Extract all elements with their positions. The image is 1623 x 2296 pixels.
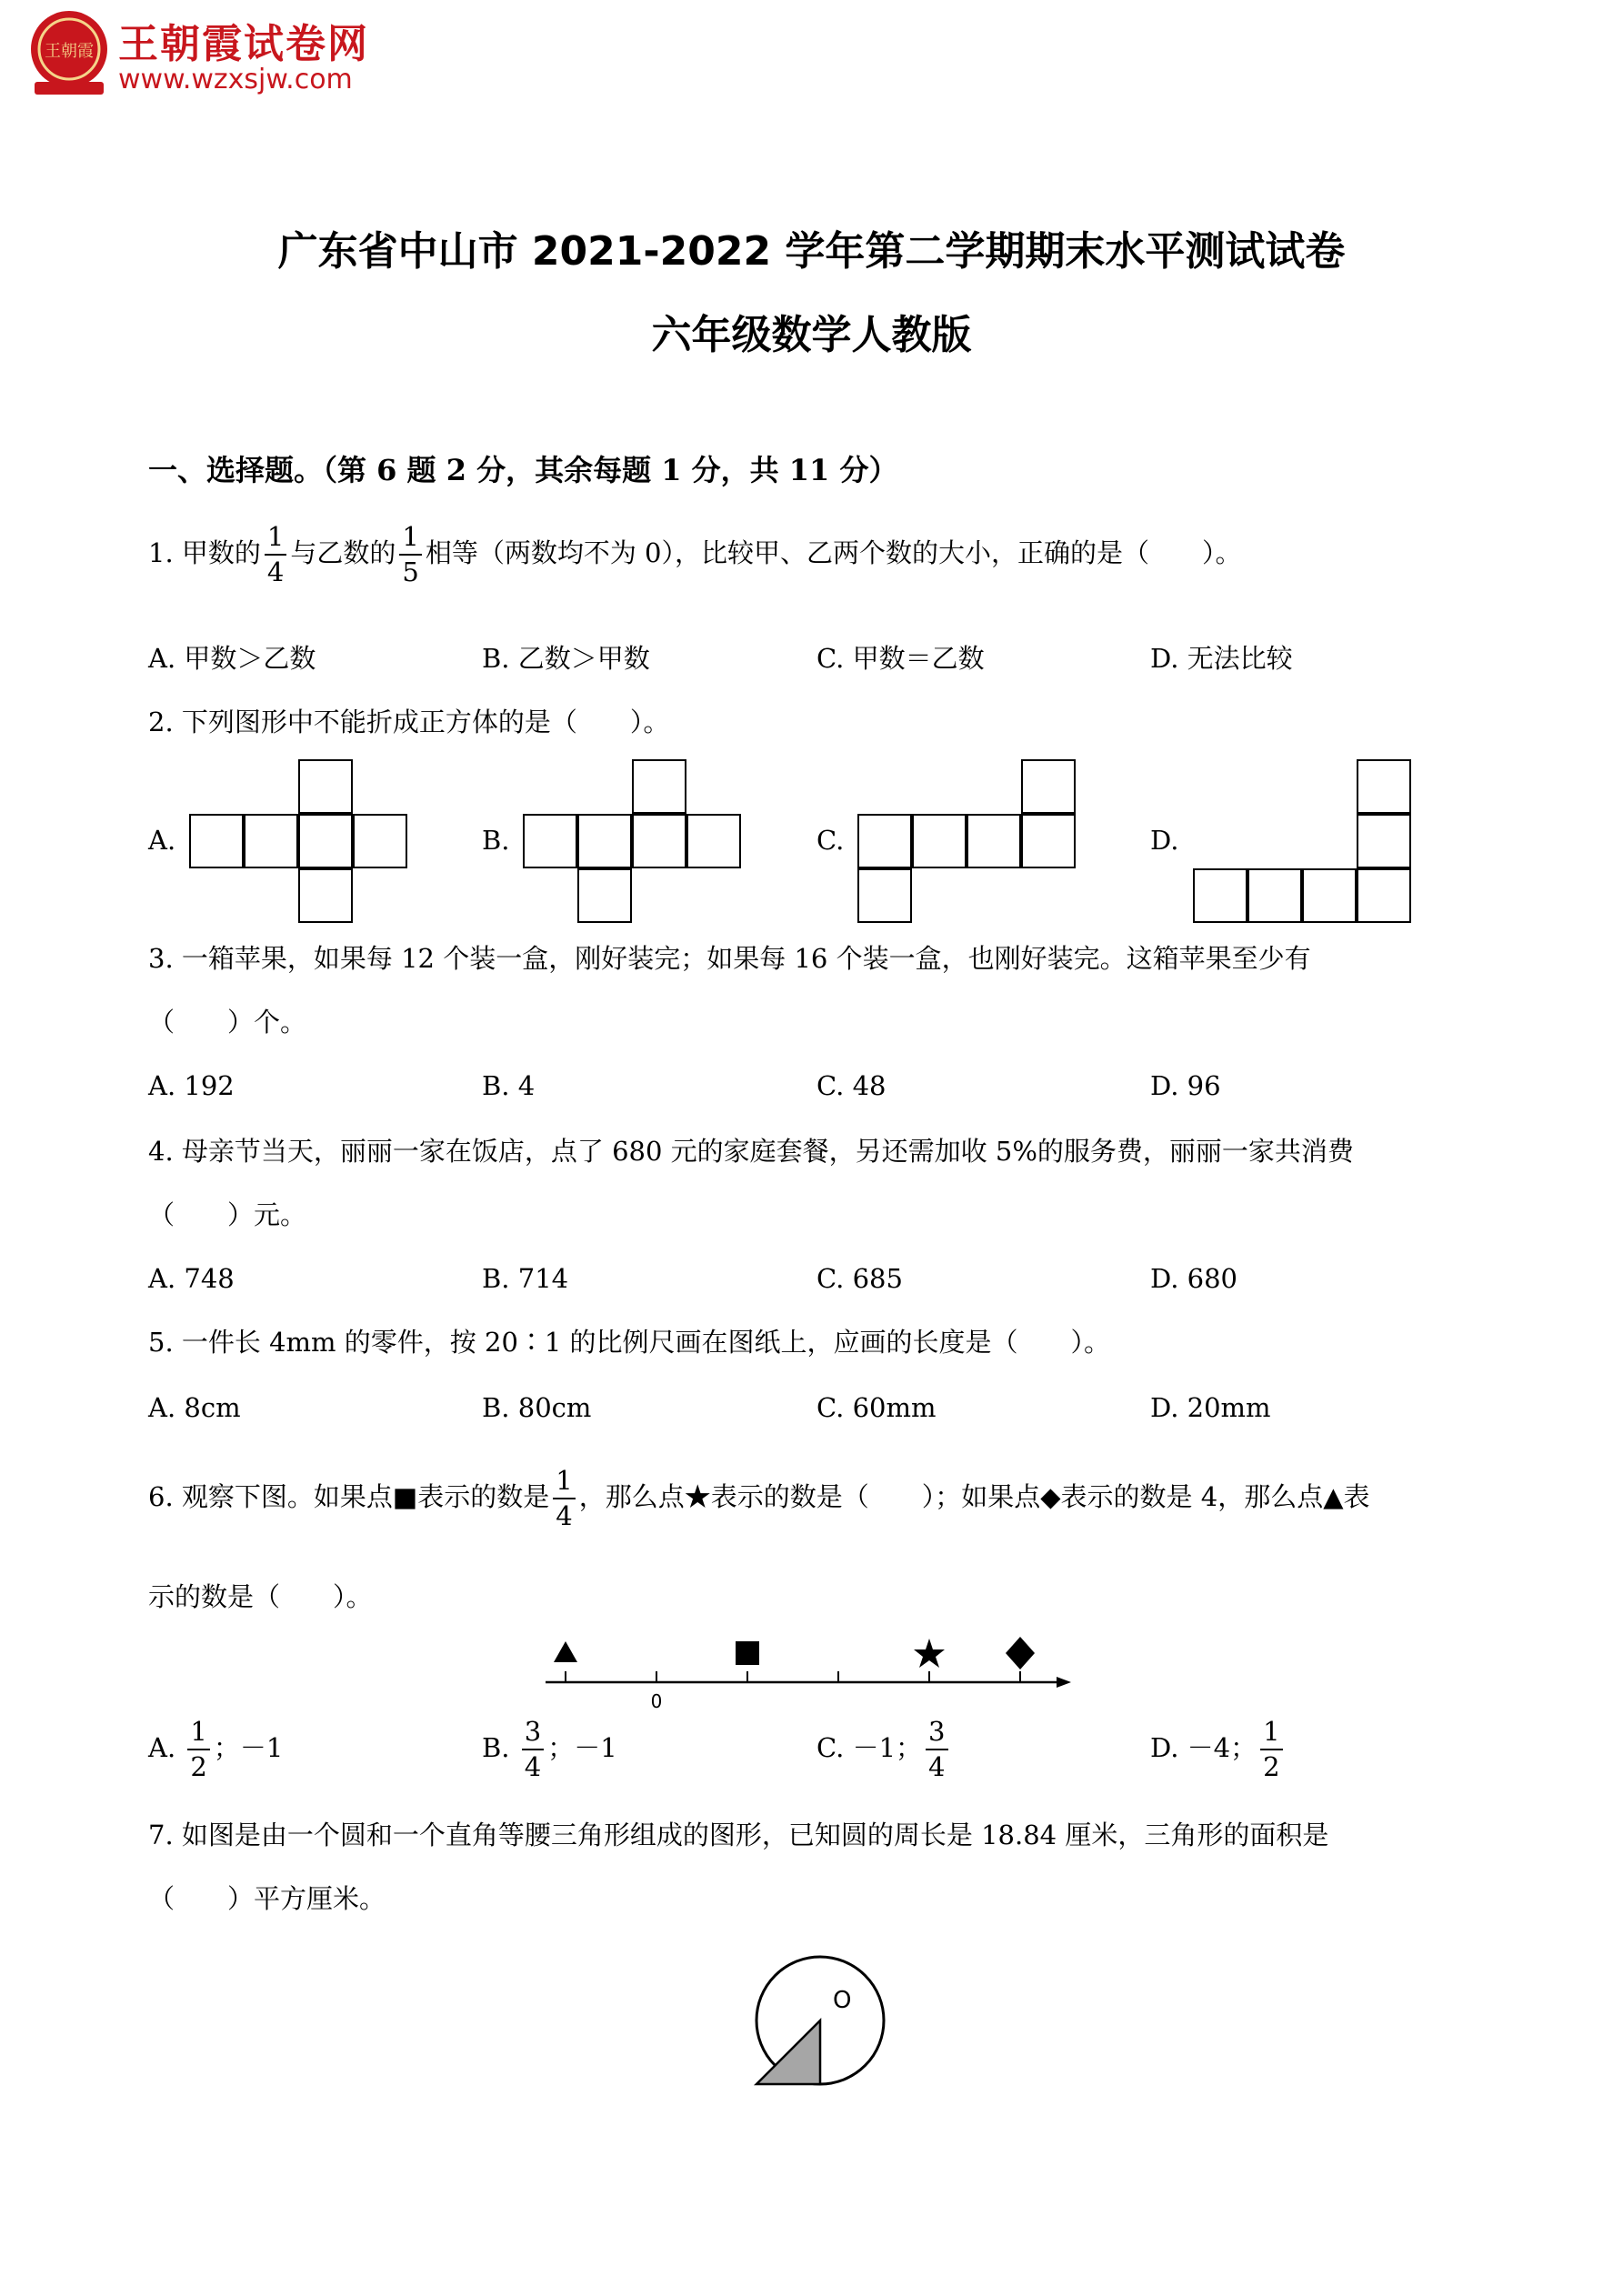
q3-option-b[interactable]: B. 4	[482, 1070, 536, 1101]
question-5: 5. 一件长 4mm 的零件，按 20∶1 的比例尺画在图纸上，应画的长度是（ ）。	[148, 1327, 1111, 1358]
number-line-zero-label: 0	[650, 1690, 663, 1712]
q1-text-pre: 1. 甲数的	[148, 537, 261, 568]
q3-option-a[interactable]: A. 192	[148, 1070, 235, 1101]
q5-option-c[interactable]: C. 60mm	[817, 1392, 937, 1423]
section-heading: 一、选择题。（第 6 题 2 分，其余每题 1 分，共 11 分）	[148, 453, 898, 487]
q6-fraction: $\frac{1}{4}$	[553, 1468, 575, 1529]
q2-option-d[interactable]: D.	[1150, 825, 1179, 856]
question-6-line2: 示的数是（ ）。	[148, 1581, 373, 1612]
brand-url[interactable]: www.wzxsjw.com	[118, 64, 353, 95]
q5-option-b[interactable]: B. 80cm	[482, 1392, 592, 1423]
q1-text-post: 相等（两数均不为 0），比较甲、乙两个数的大小，正确的是（ ）。	[425, 537, 1242, 568]
q6-option-a[interactable]: A. $\frac{1}{2}$ ；－1	[148, 1716, 284, 1782]
page-title: 广东省中山市 2021-2022 学年第二学期期末水平测试试卷	[277, 228, 1346, 275]
q2-option-c[interactable]: C.	[817, 825, 845, 856]
q1-fraction-1: $\frac{1}{4}$	[265, 524, 286, 586]
q3-option-d[interactable]: D. 96	[1150, 1070, 1221, 1101]
star-marker-icon	[914, 1639, 945, 1668]
q4-option-c[interactable]: C. 685	[817, 1263, 903, 1294]
q5-option-d[interactable]: D. 20mm	[1150, 1392, 1271, 1423]
question-3: 3. 一箱苹果，如果每 12 个装一盒，刚好装完；如果每 16 个装一盒，也刚好装完。这箱苹果至少有	[148, 943, 1311, 974]
page-subtitle: 六年级数学人教版	[651, 312, 972, 358]
question-2: 2. 下列图形中不能折成正方体的是（ ）。	[148, 707, 670, 737]
question-1	[148, 521, 1242, 587]
question-4: 4. 母亲节当天，丽丽一家在饭店，点了 680 元的家庭套餐，另还需加收 5%的服务费，丽丽一家共消费	[148, 1136, 1354, 1167]
question-7: 7. 如图是由一个圆和一个直角等腰三角形组成的图形，已知圆的周长是 18.84 厘米，三角形的面积是	[148, 1820, 1329, 1850]
question-3-line2: （ ）个。	[148, 1007, 307, 1038]
brand-name: 王朝霞试卷网	[118, 21, 369, 67]
number-line-arrow-icon	[1057, 1677, 1071, 1688]
q2-option-b[interactable]: B.	[482, 825, 510, 856]
q1-option-d[interactable]: D. 无法比较	[1150, 643, 1293, 674]
center-o-label: O	[833, 1987, 852, 2014]
question-4-line2: （ ）元。	[148, 1199, 307, 1230]
q1-option-b[interactable]: B. 乙数＞甲数	[482, 643, 650, 674]
number-line	[536, 1628, 1082, 1719]
q2-option-a[interactable]: A.	[148, 825, 176, 856]
q1-option-a[interactable]: A. 甲数＞乙数	[148, 643, 316, 674]
question-6	[148, 1465, 1370, 1531]
q5-option-a[interactable]: A. 8cm	[148, 1392, 241, 1423]
q1-fraction-2: $\frac{1}{5}$	[399, 524, 421, 586]
q4-option-a[interactable]: A. 748	[148, 1263, 235, 1294]
q6-text-post: ，那么点★表示的数是（ ）；如果点◆表示的数是 4，那么点▲表	[578, 1481, 1370, 1512]
q3-option-c[interactable]: C. 48	[817, 1070, 887, 1101]
triangle-marker-icon	[554, 1641, 577, 1662]
q4-option-b[interactable]: B. 714	[482, 1263, 569, 1294]
q4-option-d[interactable]: D. 680	[1150, 1263, 1238, 1294]
q6-option-c[interactable]: C. －1； $\frac{3}{4}$	[817, 1719, 952, 1780]
q6-option-b[interactable]: B. $\frac{3}{4}$ ；－1	[482, 1716, 617, 1782]
question-7-line2: （ ）平方厘米。	[148, 1883, 386, 1914]
q6-text-pre: 6. 观察下图。如果点■表示的数是	[148, 1481, 550, 1512]
seal-text: 王朝霞	[45, 42, 94, 61]
q1-text-mid: 与乙数的	[290, 537, 396, 568]
square-marker-icon	[736, 1641, 759, 1665]
diamond-marker-icon	[1006, 1637, 1035, 1669]
seal-logo-icon	[25, 7, 113, 98]
q6-option-d[interactable]: D. －4； $\frac{1}{2}$	[1150, 1719, 1287, 1780]
q1-option-c[interactable]: C. 甲数＝乙数	[817, 643, 985, 674]
circle-triangle-figure	[746, 1955, 891, 2091]
